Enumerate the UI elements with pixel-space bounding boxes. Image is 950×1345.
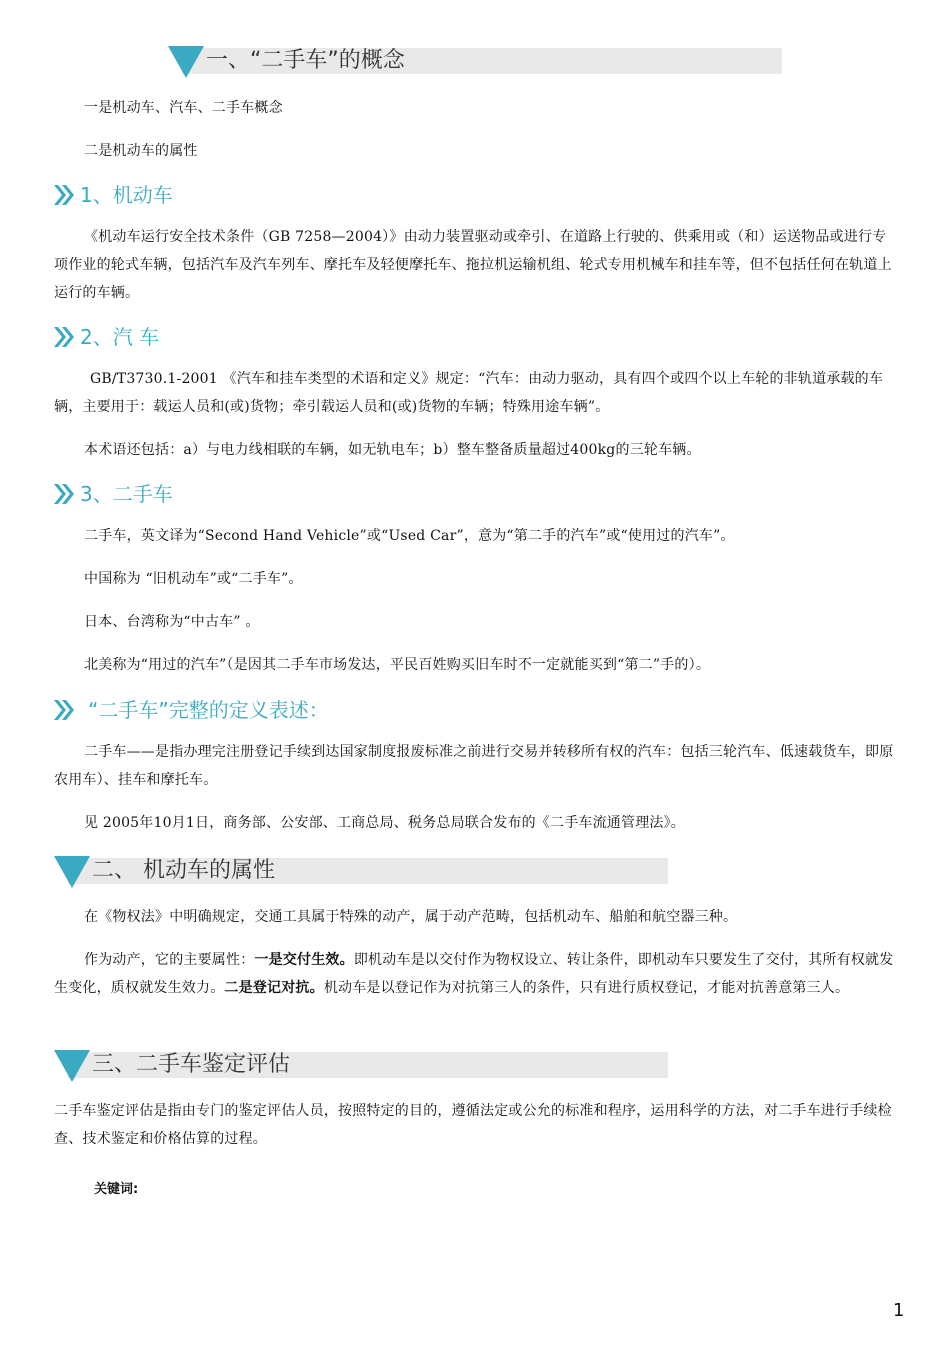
section-header-1 xyxy=(168,46,782,76)
triangle-marker-icon xyxy=(54,856,90,888)
section-header-2 xyxy=(54,856,668,886)
paragraph: 二手车，英文译为“Second Hand Vehicle”或“Used Car”，意为“第二手的汽车”或“使用过的汽车”。 xyxy=(84,528,735,544)
paragraph xyxy=(54,365,898,421)
paragraph-text: 作为动产，它的主要属性： xyxy=(84,952,255,968)
section-title: 二、 机动车的属性 xyxy=(92,858,275,883)
subsection-title: 1、机动车 xyxy=(80,183,173,207)
paragraph-text: 《机动车运行安全技术条件（GB 7258—2004）》由动力装置驱动或牵引、在道路上行驶的、供乘用或（和）运送物品或进行专项作业的轮式车辆，包括汽车及汽车列车、摩托车及轻便摩托车、拖拉机运输机组、轮式专用机械车和挂车等，但不包括任何在轨道上运行的车辆。 xyxy=(54,229,892,301)
bold-term: 二是登记对抗。 xyxy=(224,980,324,996)
paragraph: 中国称为 “旧机动车”或“二手车”。 xyxy=(84,571,303,587)
section-title: 一、“二手车”的概念 xyxy=(206,48,405,73)
paragraph: 二手车鉴定评估是指由专门的鉴定评估人员，按照特定的目的，遵循法定或公允的标准和程序，运用科学的方法，对二手车进行手续检查、技术鉴定和价格估算的过程。 xyxy=(54,1103,892,1147)
section-title: 三、二手车鉴定评估 xyxy=(92,1052,291,1077)
paragraph: 在《物权法》中明确规定，交通工具属于特殊的动产，属于动产范畴，包括机动车、船舶和航空器三种。 xyxy=(84,909,738,925)
triangle-marker-icon xyxy=(54,1050,90,1082)
triangle-marker-icon xyxy=(168,46,204,78)
paragraph xyxy=(54,946,898,1002)
paragraph: 日本、台湾称为“中古车” 。 xyxy=(84,614,260,630)
page-number: 1 xyxy=(893,1300,905,1321)
double-chevron-icon xyxy=(52,183,76,207)
paragraph-text: 二手车——是指办理完注册登记手续到达国家制度报废标准之前进行交易并转移所有权的汽车：包括三轮汽车、低速载货车，即原农用车）、挂车和摩托车。 xyxy=(54,744,894,788)
paragraph xyxy=(54,223,898,307)
bold-term: 一是交付生效。 xyxy=(254,952,354,968)
double-chevron-icon xyxy=(52,698,76,722)
keywords-label: 关键词: xyxy=(94,1182,139,1197)
paragraph-text: GB/T3730.1-2001 《汽车和挂车类型的术语和定义》规定：“汽车：由动力驱动，具有四个或四个以上车轮的非轨道承载的车辆，主要用于：载运人员和(或)货物；牵引载运人员和(或)货物的车辆；特殊用途车辆”。 xyxy=(54,371,884,415)
paragraph-text: 即机动车是以交付作为物权设立、转让条件，即机动车只要发生了交付，其所有权就发生变化，质权就发生效力。 xyxy=(54,952,894,996)
paragraph-text: 机动车是以登记作为对抗第三人的条件，只有进行质权登记，才能对抗善意第三人。 xyxy=(323,980,850,996)
subsection-title: 2、汽 车 xyxy=(80,325,160,349)
intro-line-2: 二是机动车的属性 xyxy=(84,143,198,159)
subsection-title: 3、二手车 xyxy=(80,482,173,506)
paragraph: 北美称为“用过的汽车”（是因其二手车市场发达，平民百姓购买旧车时不一定就能买到“第二”手的）。 xyxy=(84,657,711,673)
section-header-3 xyxy=(54,1050,668,1080)
subsection-title: “二手车”完整的定义表述： xyxy=(88,698,329,722)
paragraph: 本术语还包括：a）与电力线相联的车辆，如无轨电车；b）整车整备质量超过400kg的三轮车辆。 xyxy=(84,442,701,458)
paragraph xyxy=(54,738,898,794)
intro-line-1: 一是机动车、汽车、二手车概念 xyxy=(84,100,283,116)
double-chevron-icon xyxy=(52,325,76,349)
paragraph: 见 2005年10月1日，商务部、公安部、工商总局、税务总局联合发布的《二手车流通管理法》。 xyxy=(84,815,685,831)
double-chevron-icon xyxy=(52,482,76,506)
